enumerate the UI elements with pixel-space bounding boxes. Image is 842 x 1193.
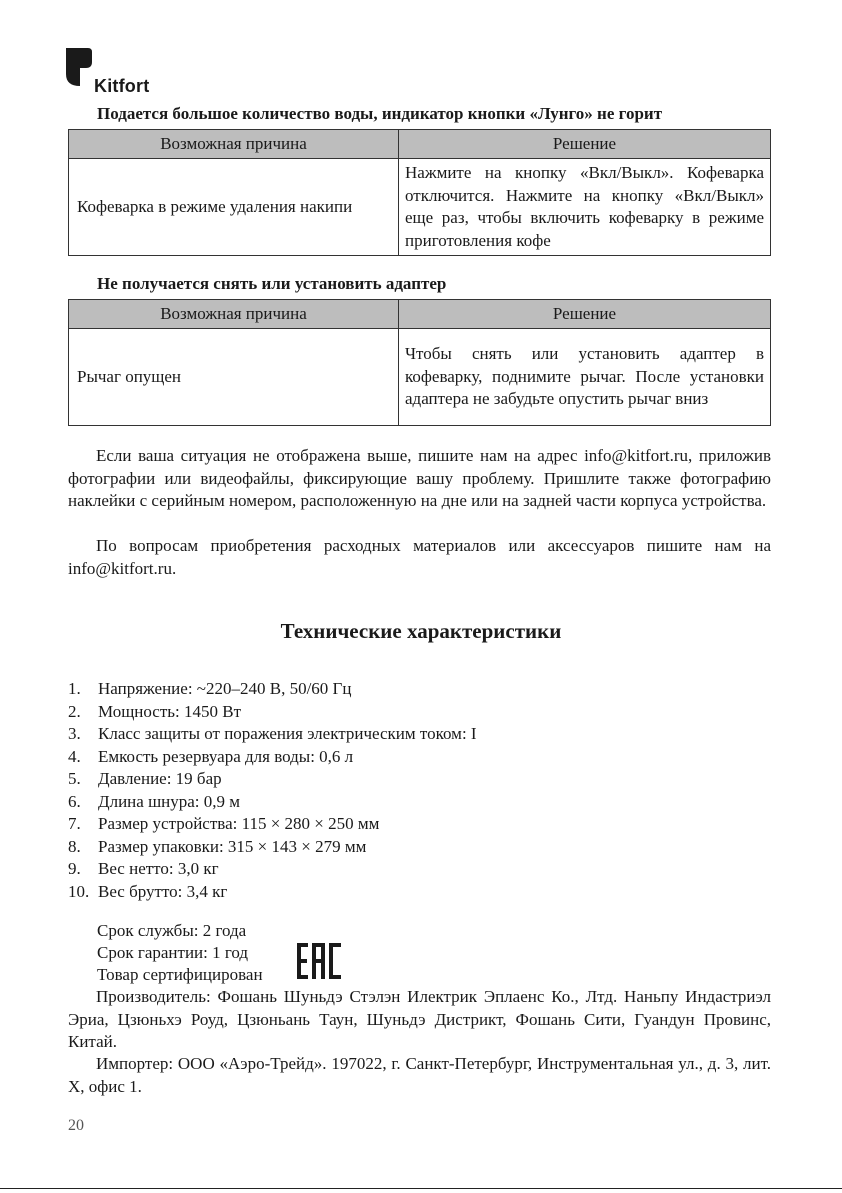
table-row [69,159,771,256]
troubleshooting-table-adapter [68,299,771,426]
list-item: 9. Вес нетто: 3,0 кг [68,859,219,878]
importer-paragraph [68,1053,771,1098]
kitfort-logo [66,48,176,98]
list-item: 7. Размер устройства: 115 × 280 × 250 мм [68,814,380,833]
accessories-paragraph [68,535,771,580]
list-item: 10. Вес брутто: 3,4 кг [68,881,228,901]
list-item: 1. Напряжение: ~220–240 В, 50/60 Гц [68,679,352,698]
list-item: 3. Класс защиты от поражения электрическим током: I [68,724,477,743]
kitfort-logo-icon [66,48,92,86]
list-item: 4. Емкость резервуара для воды: 0,6 л [68,746,354,766]
column-header-solution: Решение [399,300,771,329]
cause-cell: Рычаг опущен [69,329,399,426]
list-item: 6. Длина шнура: 0,9 м [68,791,241,811]
kitfort-logo-text: Kitfort [94,76,150,96]
eac-mark-icon [296,942,342,980]
service-life: Срок службы: 2 года [97,921,247,940]
contact-paragraph [68,445,771,513]
certified-text: Товар сертифицирован [97,965,263,984]
manufacturer-paragraph [68,986,771,1054]
list-item: 2. Мощность: 1450 Вт [68,701,242,721]
specs-title: Технические характеристики [280,619,562,643]
table2-heading: Не получается снять или установить адаптер [97,274,447,293]
column-header-cause: Возможная причина [69,300,399,329]
warranty-period: Срок гарантии: 1 год [97,943,249,962]
list-item: 8. Размер упаковки: 315 × 143 × 279 мм [68,836,367,856]
importer-text: Импортер: ООО «Аэро-Трейд». 197022, г. Санкт-Петербург, Инструментальная ул., д. 3, лит. Х, офис 1. [68,1054,771,1096]
contact-text: Если ваша ситуация не отображена выше, пишите нам на адрес info@kitfort.ru, приложив фотографии или видеофайлы, фиксирующие вашу проблему. Пришлите также фотографию наклейки с серийным номером, расположенную на дне или на задней части корпуса устройства. [68,446,771,510]
list-item: 5. Давление: 19 бар [68,769,222,788]
table-header-row [69,300,771,329]
page-number: 20 [68,1117,84,1134]
table1-heading: Подается большое количество воды, индикатор кнопки «Лунго» не горит [97,104,663,123]
table-row [69,329,771,426]
accessories-text: По вопросам приобретения расходных материалов или аксессуаров пишите нам на info@kitfort.ru. [68,536,771,578]
solution-cell: Нажмите на кнопку «Вкл/Выкл». Кофеварка отключится. Нажмите на кнопку «Вкл/Выкл» еще раз, чтобы включить кофеварку в режиме приготовления кофе [399,159,771,256]
specs-list [68,678,477,903]
troubleshooting-table-water [68,129,771,256]
column-header-cause: Возможная причина [69,130,399,159]
solution-cell: Чтобы снять или установить адаптер в кофеварку, поднимите рычаг. После установки адаптера не забудьте опустить рычаг вниз [399,329,771,426]
bottom-divider [0,1188,842,1189]
manufacturer-text: Производитель: Фошань Шуньдэ Стэлэн Илектрик Эплаенс Ко., Лтд. Наньпу Индастриэл Эриа, Цзюньхэ Роуд, Цзюньань Таун, Шуньдэ Дистрикт, Фошань Сити, Гуандун Провинс, Китай. [68,987,771,1051]
cause-cell: Кофеварка в режиме удаления накипи [69,159,399,256]
table-header-row [69,130,771,159]
column-header-solution: Решение [399,130,771,159]
